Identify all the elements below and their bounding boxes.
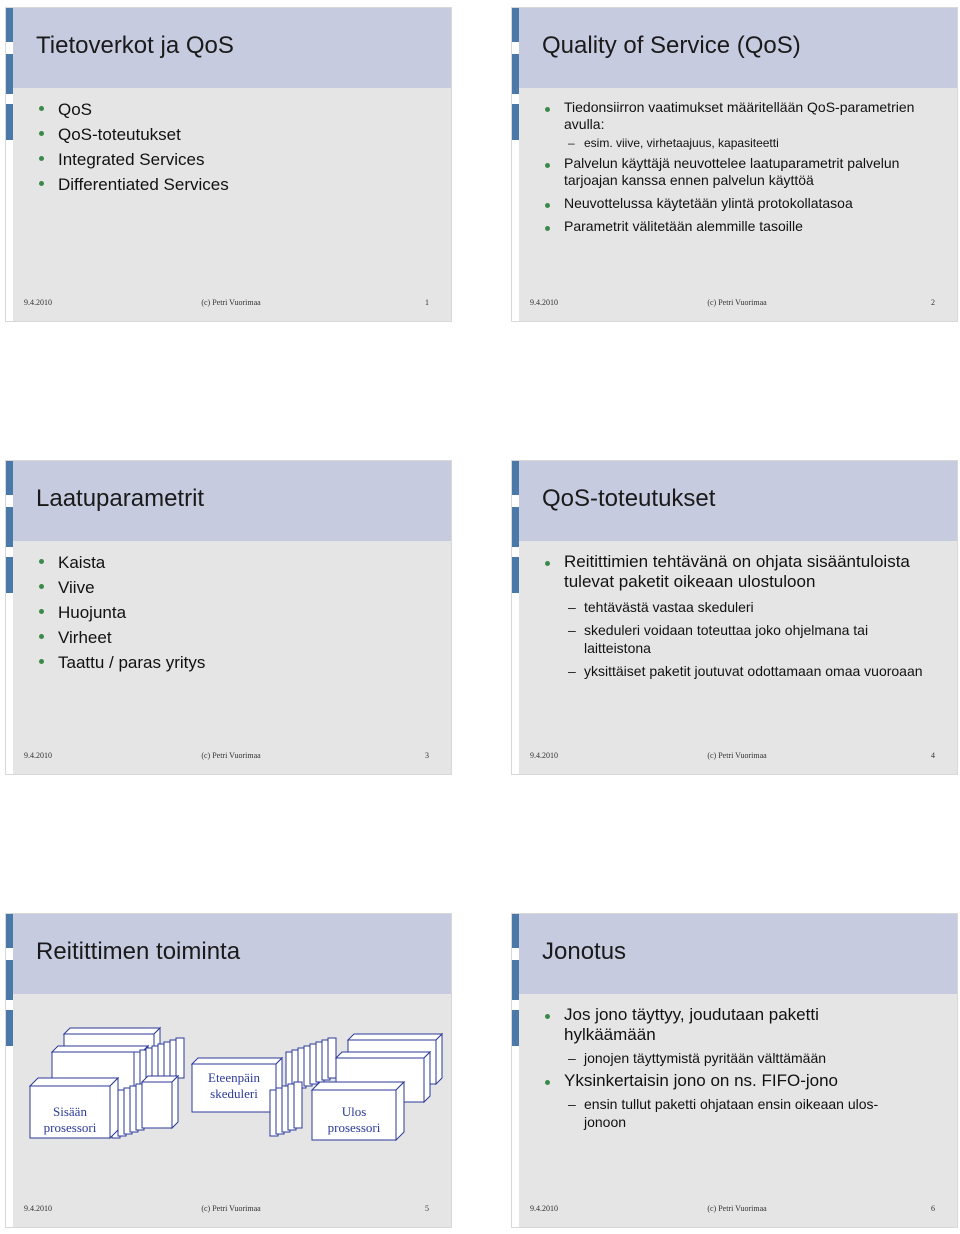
footer-date: 9.4.2010: [530, 298, 558, 307]
slide-side-marks: [6, 8, 13, 321]
list-item: Palvelun käyttäjä neuvottelee laatuparametrit palvelun tarjoajan kanssa ennen palvelun käyttöä: [544, 155, 924, 189]
slide-4: [512, 461, 957, 774]
list-item: Neuvottelussa käytetään ylintä protokollatasoa: [544, 195, 924, 212]
scheduler-label-1: Eteenpäin: [208, 1070, 260, 1085]
list-item: Virheet: [38, 625, 205, 650]
footer-date: 9.4.2010: [530, 1204, 558, 1213]
input-processor-label-1: Sisään: [53, 1104, 87, 1119]
footer-author: (c) Petri Vuorimaa: [707, 298, 767, 307]
footer-date: 9.4.2010: [24, 751, 52, 760]
bullet-list: [38, 550, 205, 675]
footer-date: 9.4.2010: [530, 751, 558, 760]
slide-title: Tietoverkot ja QoS: [36, 32, 234, 59]
list-subitem: – ensin tullut paketti ohjataan ensin oikeaan ulos-jonoon: [544, 1095, 884, 1131]
list-subitem: – esim. viive, virhetaajuus, kapasiteetti: [544, 135, 924, 151]
slide-5: [6, 914, 451, 1227]
list-item: QoS: [38, 97, 229, 122]
footer-author: (c) Petri Vuorimaa: [707, 751, 767, 760]
slide-number: 2: [931, 298, 935, 307]
scheduler-box: [192, 1058, 282, 1112]
slide-side-marks: [6, 914, 13, 1227]
slide-title: QoS-toteutukset: [542, 485, 716, 512]
slide-side-marks: [512, 461, 519, 774]
output-processor-label-2: prosessori: [327, 1120, 381, 1135]
list-subitem: – tehtävästä vastaa skeduleri: [544, 598, 924, 616]
slide-side-marks: [512, 914, 519, 1227]
input-processor-label-2: prosessori: [43, 1120, 97, 1135]
router-diagram: [16, 1022, 446, 1152]
footer-author: (c) Petri Vuorimaa: [201, 298, 261, 307]
list-item: Tiedonsiirron vaatimukset määritellään QoS-parametrien avulla:: [544, 99, 924, 133]
list-subitem: – yksittäiset paketit joutuvat odottamaan omaa vuoroaan: [544, 662, 924, 680]
slide-number: 5: [425, 1204, 429, 1213]
list-item: Reitittimien tehtävänä on ohjata sisääntuloista tulevat paketit oikeaan ulostuloon: [544, 552, 924, 592]
slide-number: 1: [425, 298, 429, 307]
slide-number: 6: [931, 1204, 935, 1213]
output-processor-label-1: Ulos: [341, 1104, 367, 1119]
footer-author: (c) Petri Vuorimaa: [201, 1204, 261, 1213]
list-item: Integrated Services: [38, 147, 229, 172]
list-item: Yksinkertaisin jono on ns. FIFO-jono: [544, 1071, 874, 1091]
slide-side-marks: [512, 8, 519, 321]
bullet-list: [544, 99, 924, 241]
list-item: Taattu / paras yritys: [38, 650, 205, 675]
footer-author: (c) Petri Vuorimaa: [707, 1204, 767, 1213]
slide-6: [512, 914, 957, 1227]
list-item: Differentiated Services: [38, 172, 229, 197]
bullet-list: [38, 97, 229, 197]
slide-3: [6, 461, 451, 774]
footer-date: 9.4.2010: [24, 298, 52, 307]
list-subitem: – jonojen täyttymistä pyritään välttämään: [544, 1049, 874, 1067]
list-item: Huojunta: [38, 600, 205, 625]
slide-title: Quality of Service (QoS): [542, 32, 801, 59]
footer-author: (c) Petri Vuorimaa: [201, 751, 261, 760]
slide-side-marks: [6, 461, 13, 774]
bullet-list: [544, 1005, 879, 1136]
list-item: Parametrit välitetään alemmille tasoille: [544, 218, 924, 235]
list-item: Kaista: [38, 550, 205, 575]
slide-number: 3: [425, 751, 429, 760]
slide-title: Laatuparametrit: [36, 485, 205, 512]
slide-title: Jonotus: [542, 938, 627, 965]
list-item: Viive: [38, 575, 205, 600]
list-subitem: – skeduleri voidaan toteuttaa joko ohjelmana tai laitteistona: [544, 621, 924, 657]
footer-date: 9.4.2010: [24, 1204, 52, 1213]
bullet-list: [544, 552, 924, 685]
slide-title: Reitittimen toiminta: [36, 938, 241, 965]
slide-1: [6, 8, 451, 321]
slide-number: 4: [931, 751, 935, 760]
scheduler-label-2: skeduleri: [210, 1086, 258, 1101]
list-item: QoS-toteutukset: [38, 122, 229, 147]
list-item: Jos jono täyttyy, joudutaan paketti hylkäämään: [544, 1005, 874, 1045]
slide-2: [512, 8, 957, 321]
